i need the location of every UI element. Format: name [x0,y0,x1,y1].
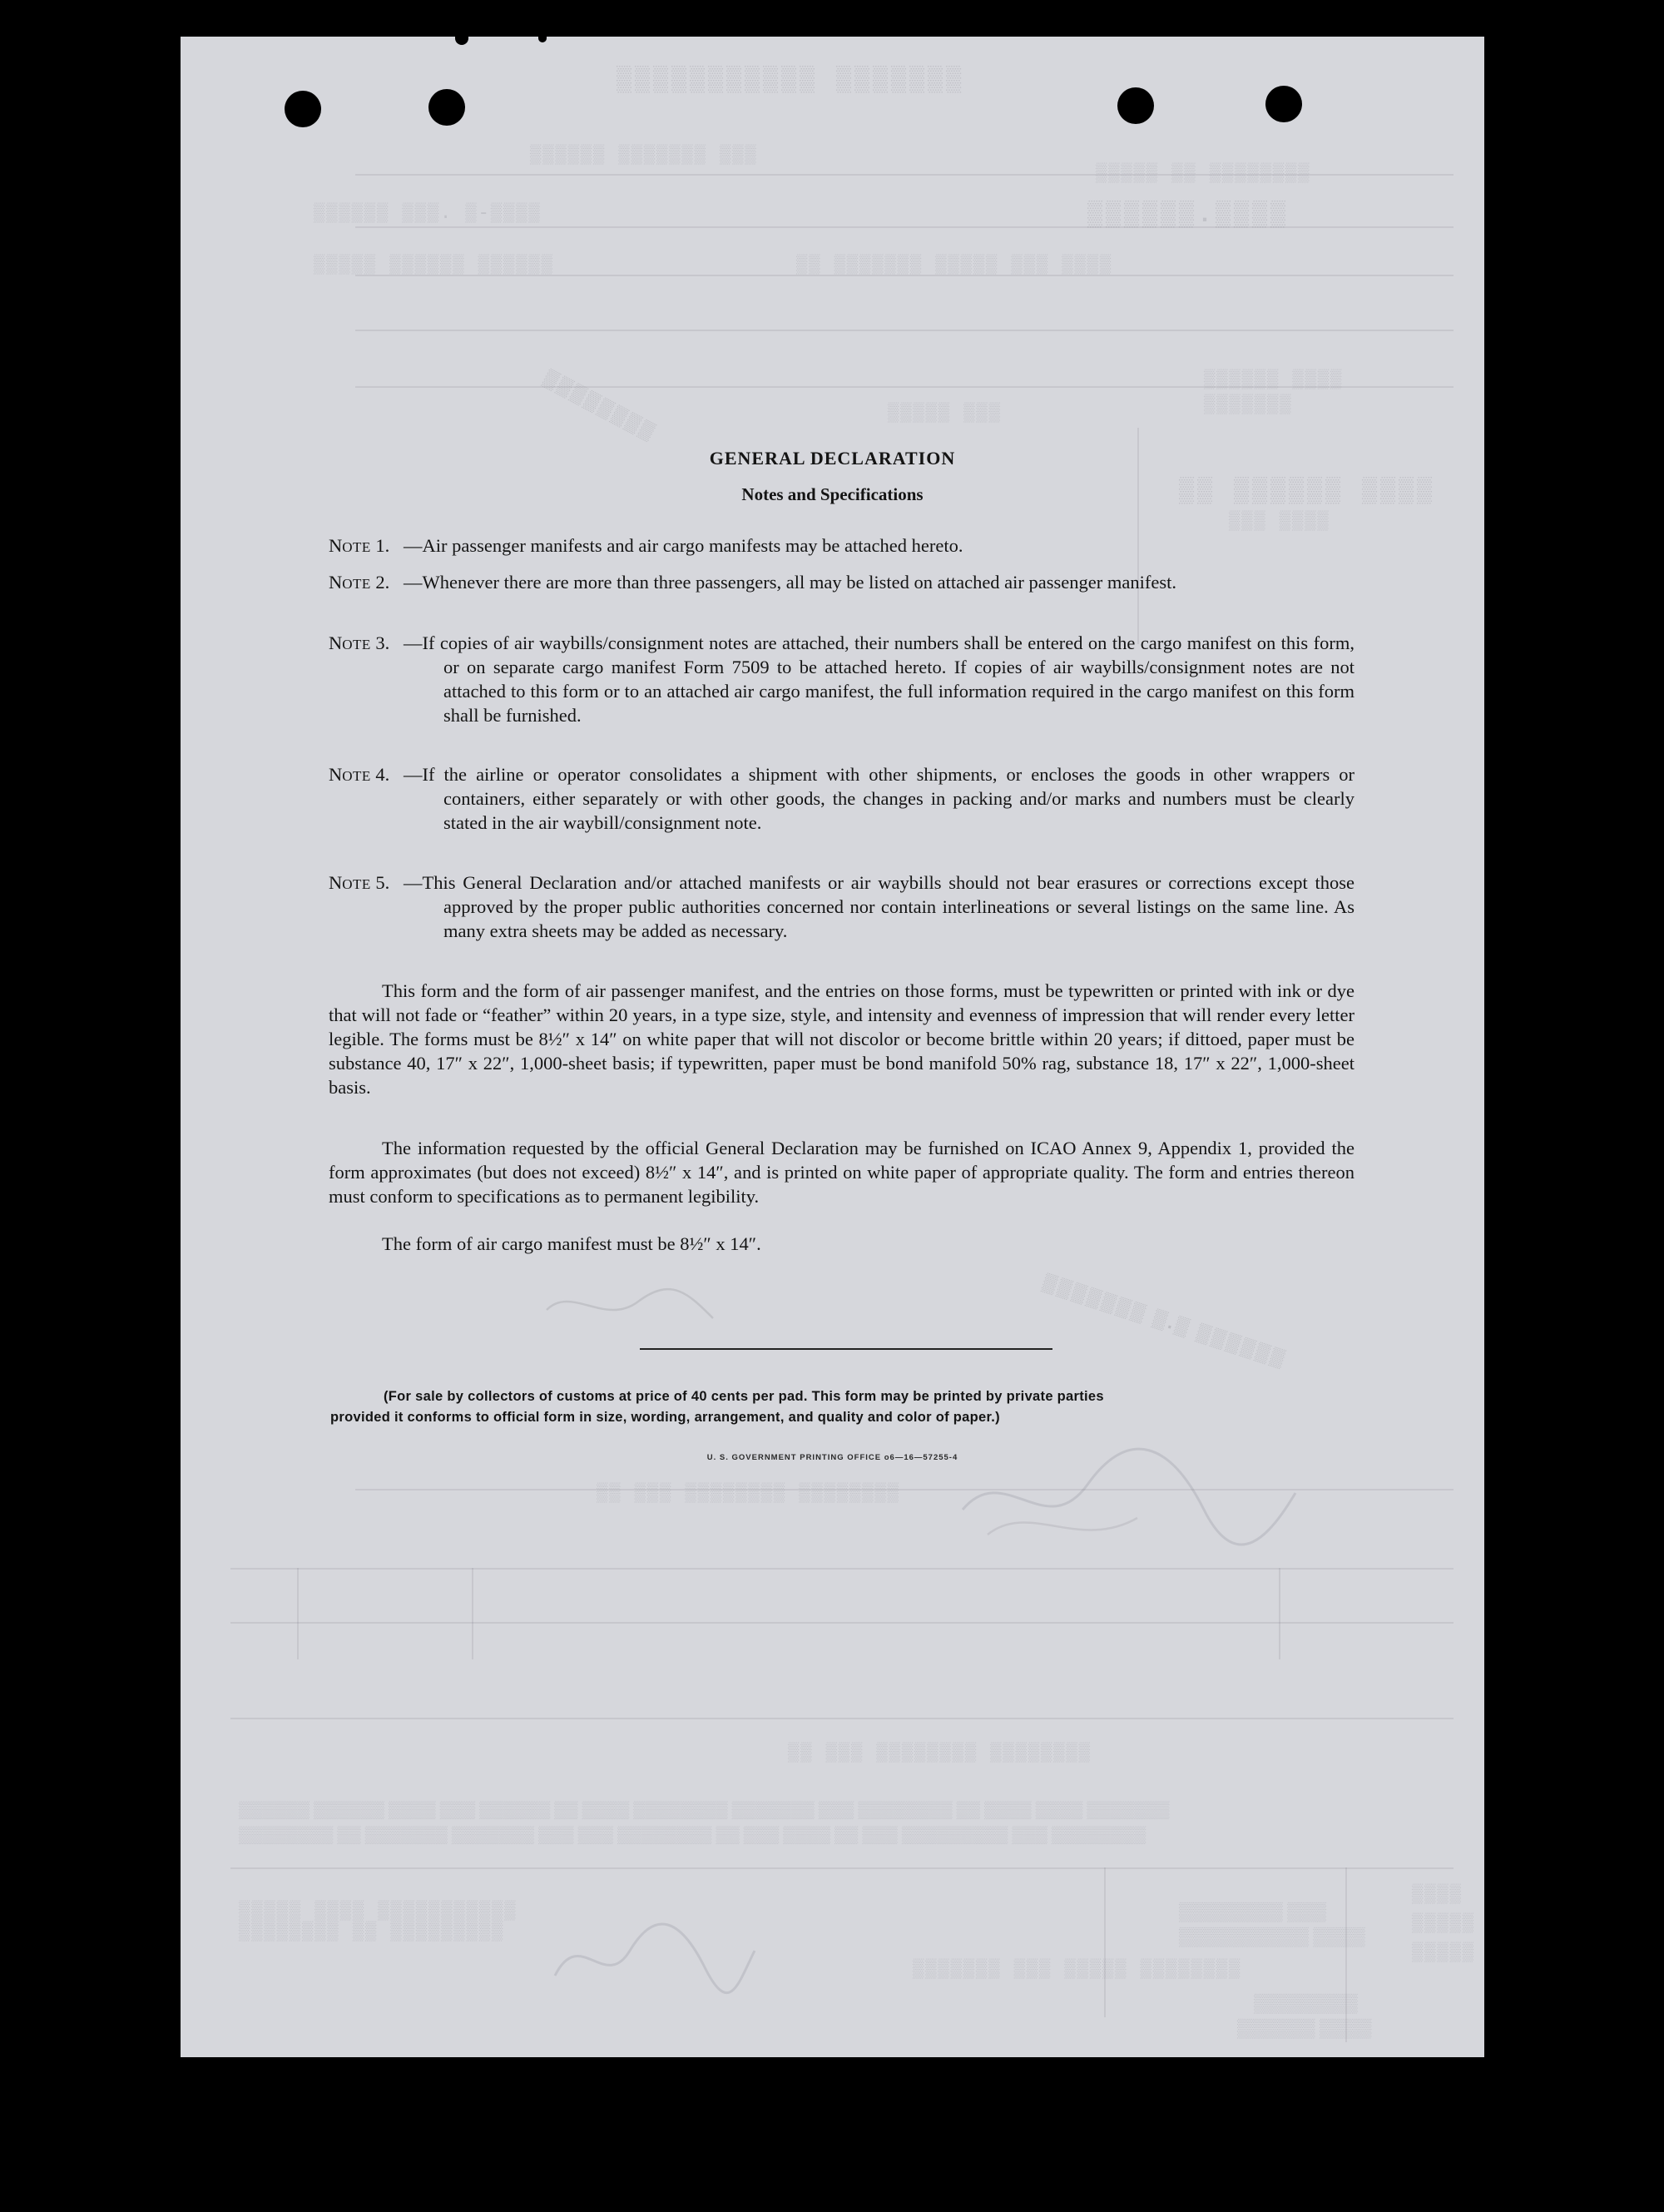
note-label: NOTE 2. [329,572,390,593]
sale-notice-line-2: provided it conforms to official form in size, wording, arrangement, and quality and color of paper.) [330,1410,1000,1425]
bleed-through-text: ▒▒▒▒▒ [1412,1942,1476,1963]
bleed-through-text: ▒▒▒▒▒ ▒▒▒▒ ▒▒▒▒▒▒▒▒▒▒▒ [239,1901,518,1922]
faint-stamp: ▒▒▒▒▒▒▒▒ [541,366,661,444]
sale-notice-line-1: (For sale by collectors of customs at price of 40 cents per pad. This form may be printed by private parties [384,1389,1104,1404]
note-5 [329,870,1354,943]
divider-rule [640,1348,1052,1350]
bleed-through-text: ▒▒ ▒▒▒▒▒▒ ▒▒▒▒ [1179,478,1436,506]
bleed-through-text: ▒▒▒▒▒▒▒ [1204,394,1293,415]
bleed-through-text: ▒▒▒▒▒▒ ▒▒▒▒ [1204,369,1344,390]
note-text: —Air passenger manifests and air cargo manifests may be attached hereto. [404,535,963,556]
bleed-through-text: ▒▒ ▒▒▒ ▒▒▒▒▒▒▒▒ ▒▒▒▒▒▒▒▒ [597,1483,900,1504]
note-text: —Whenever there are more than three passengers, all may be listed on attached air passenger manifest. [404,572,1176,593]
paragraph-icao-annex: The information requested by the official General Declaration may be furnished on ICAO Annex 9, Appendix 1, provided the form approximates (but does not exceed) 8½″ x 14″, and is printed on white paper of appropriate quality. The form and entries thereon must conform to specifications as to permanent legibility. [329,1138,1354,1207]
bleed-through-text: ▒▒▒▒▒▒▒▒ ▒▒ ▒▒▒▒▒▒▒ ▒▒▒▒▒▒▒ ▒▒▒ ▒▒▒ ▒▒▒▒▒▒▒▒ ▒▒ ▒▒▒ ▒▒▒▒ ▒▒ ▒▒▒ ▒▒▒▒▒▒▒▒▒ ▒▒▒ ▒▒▒▒▒▒▒▒ [239,1826,1146,1844]
note-text: —If copies of air waybills/consignment notes are attached, their numbers shall be entered on the cargo manifest on this form, or on separate cargo manifest Form 7509 to be attached hereto. If copies of air waybills/consignment notes are not attached to this form or to an attached air cargo manifest, the full information required in the cargo manifest on this form shall be furnished. [404,632,1354,726]
bleed-through-text: ▒▒▒▒▒ [1412,1913,1476,1934]
paragraph-cargo-manifest-size: The form of air cargo manifest must be 8½″ x 14″. [382,1233,761,1254]
bleed-through-text: ▒▒▒▒▒▒ ▒▒▒. ▒-▒▒▒▒ [314,203,542,224]
bleed-through-text: ▒▒▒▒▒▒ ▒▒▒▒▒▒▒ ▒▒▒ [530,145,758,166]
bleed-through-text: ▒▒▒▒▒▒▒▒▒▒ ▒▒▒▒ [1179,1926,1365,1947]
note-label: NOTE 5. [329,872,390,893]
bleed-through-text: ▒▒▒▒ [1412,1884,1463,1905]
note-text: —If the airline or operator consolidates a shipment with other shipments, or encloses the goods in other wrappers or containers, either separately or with other goods, the changes in packing and/or marks and numbers must be clearly stated in the air waybill/consignment note. [404,764,1354,833]
bleed-through-text: ▒▒▒ ▒▒▒▒ [1229,511,1330,532]
bleed-through-text: ▒▒▒▒▒ ▒▒▒ [888,403,1002,424]
note-1 [329,533,1354,558]
sale-notice [330,1386,1355,1428]
document-subtitle: Notes and Specifications [741,484,924,504]
bleed-through-text: ▒▒▒▒▒▒ ▒▒▒▒ [1237,2017,1372,2038]
note-4 [329,762,1354,835]
bleed-through-text: ▒▒▒▒▒▒.▒▒▒▒ [1087,201,1290,230]
bleed-through-text: ▒▒▒▒▒▒▒▒ [1254,1992,1358,2013]
bleed-through-text: ▒▒▒▒▒▒▒ ▒▒▒▒▒▒▒▒▒▒▒ [613,67,962,95]
bleed-through-text: ▒▒▒▒▒▒▒▒ ▒▒▒ [1179,1901,1326,1922]
bleed-through-text: ▒▒▒▒▒ ▒▒ ▒▒▒▒▒▒▒▒ [1096,163,1311,184]
note-2 [329,570,1354,594]
faint-stamp: ▒▒▒▒▒▒▒ ▒.▒ ▒▒▒▒▒▒ [1040,1271,1290,1370]
note-label: NOTE 1. [329,535,390,556]
bleed-through-text: ▒▒▒▒▒▒ ▒▒▒▒▒▒ ▒▒▒▒ ▒▒▒ ▒▒▒▒▒▒ ▒▒ ▒▒▒▒ ▒▒▒▒▒▒▒▒ ▒▒▒▒▒▒▒ ▒▒▒ ▒▒▒▒▒▒▒▒ ▒▒ ▒▒▒▒ ▒▒▒▒ ▒▒▒▒▒▒▒ [239,1801,1170,1819]
bleed-through-text: ▒▒▒▒▒ ▒▒▒▒▒▒ ▒▒▒▒▒▒ [314,255,554,275]
notes-and-specifications [181,37,1484,2057]
document-page [181,37,1484,2057]
paragraph-form-requirements: This form and the form of air passenger manifest, and the entries on those forms, must be typewritten or printed with ink or dye that will not fade or “feather” within 20 years, in a type size, style, and intensity and evenness of impression that will render every letter legible. The forms must be 8½″ x 14″ on white paper that will not discolor or become brittle within 20 years; if dittoed, paper must be substance 40, 17″ x 22″, 1,000-sheet basis; if typewritten, paper must be bond manifold 50% rag, substance 18, 17″ x 22″, 1,000-sheet basis. [329,980,1354,1098]
bleed-through-text: ▒▒ ▒▒▒ ▒▒▒▒▒▒▒▒ ▒▒▒▒▒▒▒▒ [788,1743,1092,1763]
document-title: GENERAL DECLARATION [709,448,956,469]
bleed-through-text: ▒▒▒▒▒▒▒ ▒▒▒ ▒▒▒▒▒ ▒▒▒▒▒▒▒▒ [913,1959,1242,1980]
bleed-through-text: ▒▒ ▒▒▒▒▒▒▒ ▒▒▒▒▒ ▒▒▒ ▒▒▒▒ [796,255,1113,275]
note-3 [329,631,1354,727]
bleed-through-text: ▒▒▒▒▒▒▒▒ ▒▒ ▒▒▒▒▒▒▒▒▒ [239,1922,505,1942]
note-label: NOTE 4. [329,764,390,785]
note-text: —This General Declaration and/or attached manifests or air waybills should not bear erasures or corrections except those approved by the proper public authorities concerned nor contain interlineations or several listings on the same line. As many extra sheets may be added as necessary. [404,872,1354,941]
printer-imprint: U. S. GOVERNMENT PRINTING OFFICE o6—16—57255-4 [706,1453,958,1462]
note-label: NOTE 3. [329,632,390,653]
